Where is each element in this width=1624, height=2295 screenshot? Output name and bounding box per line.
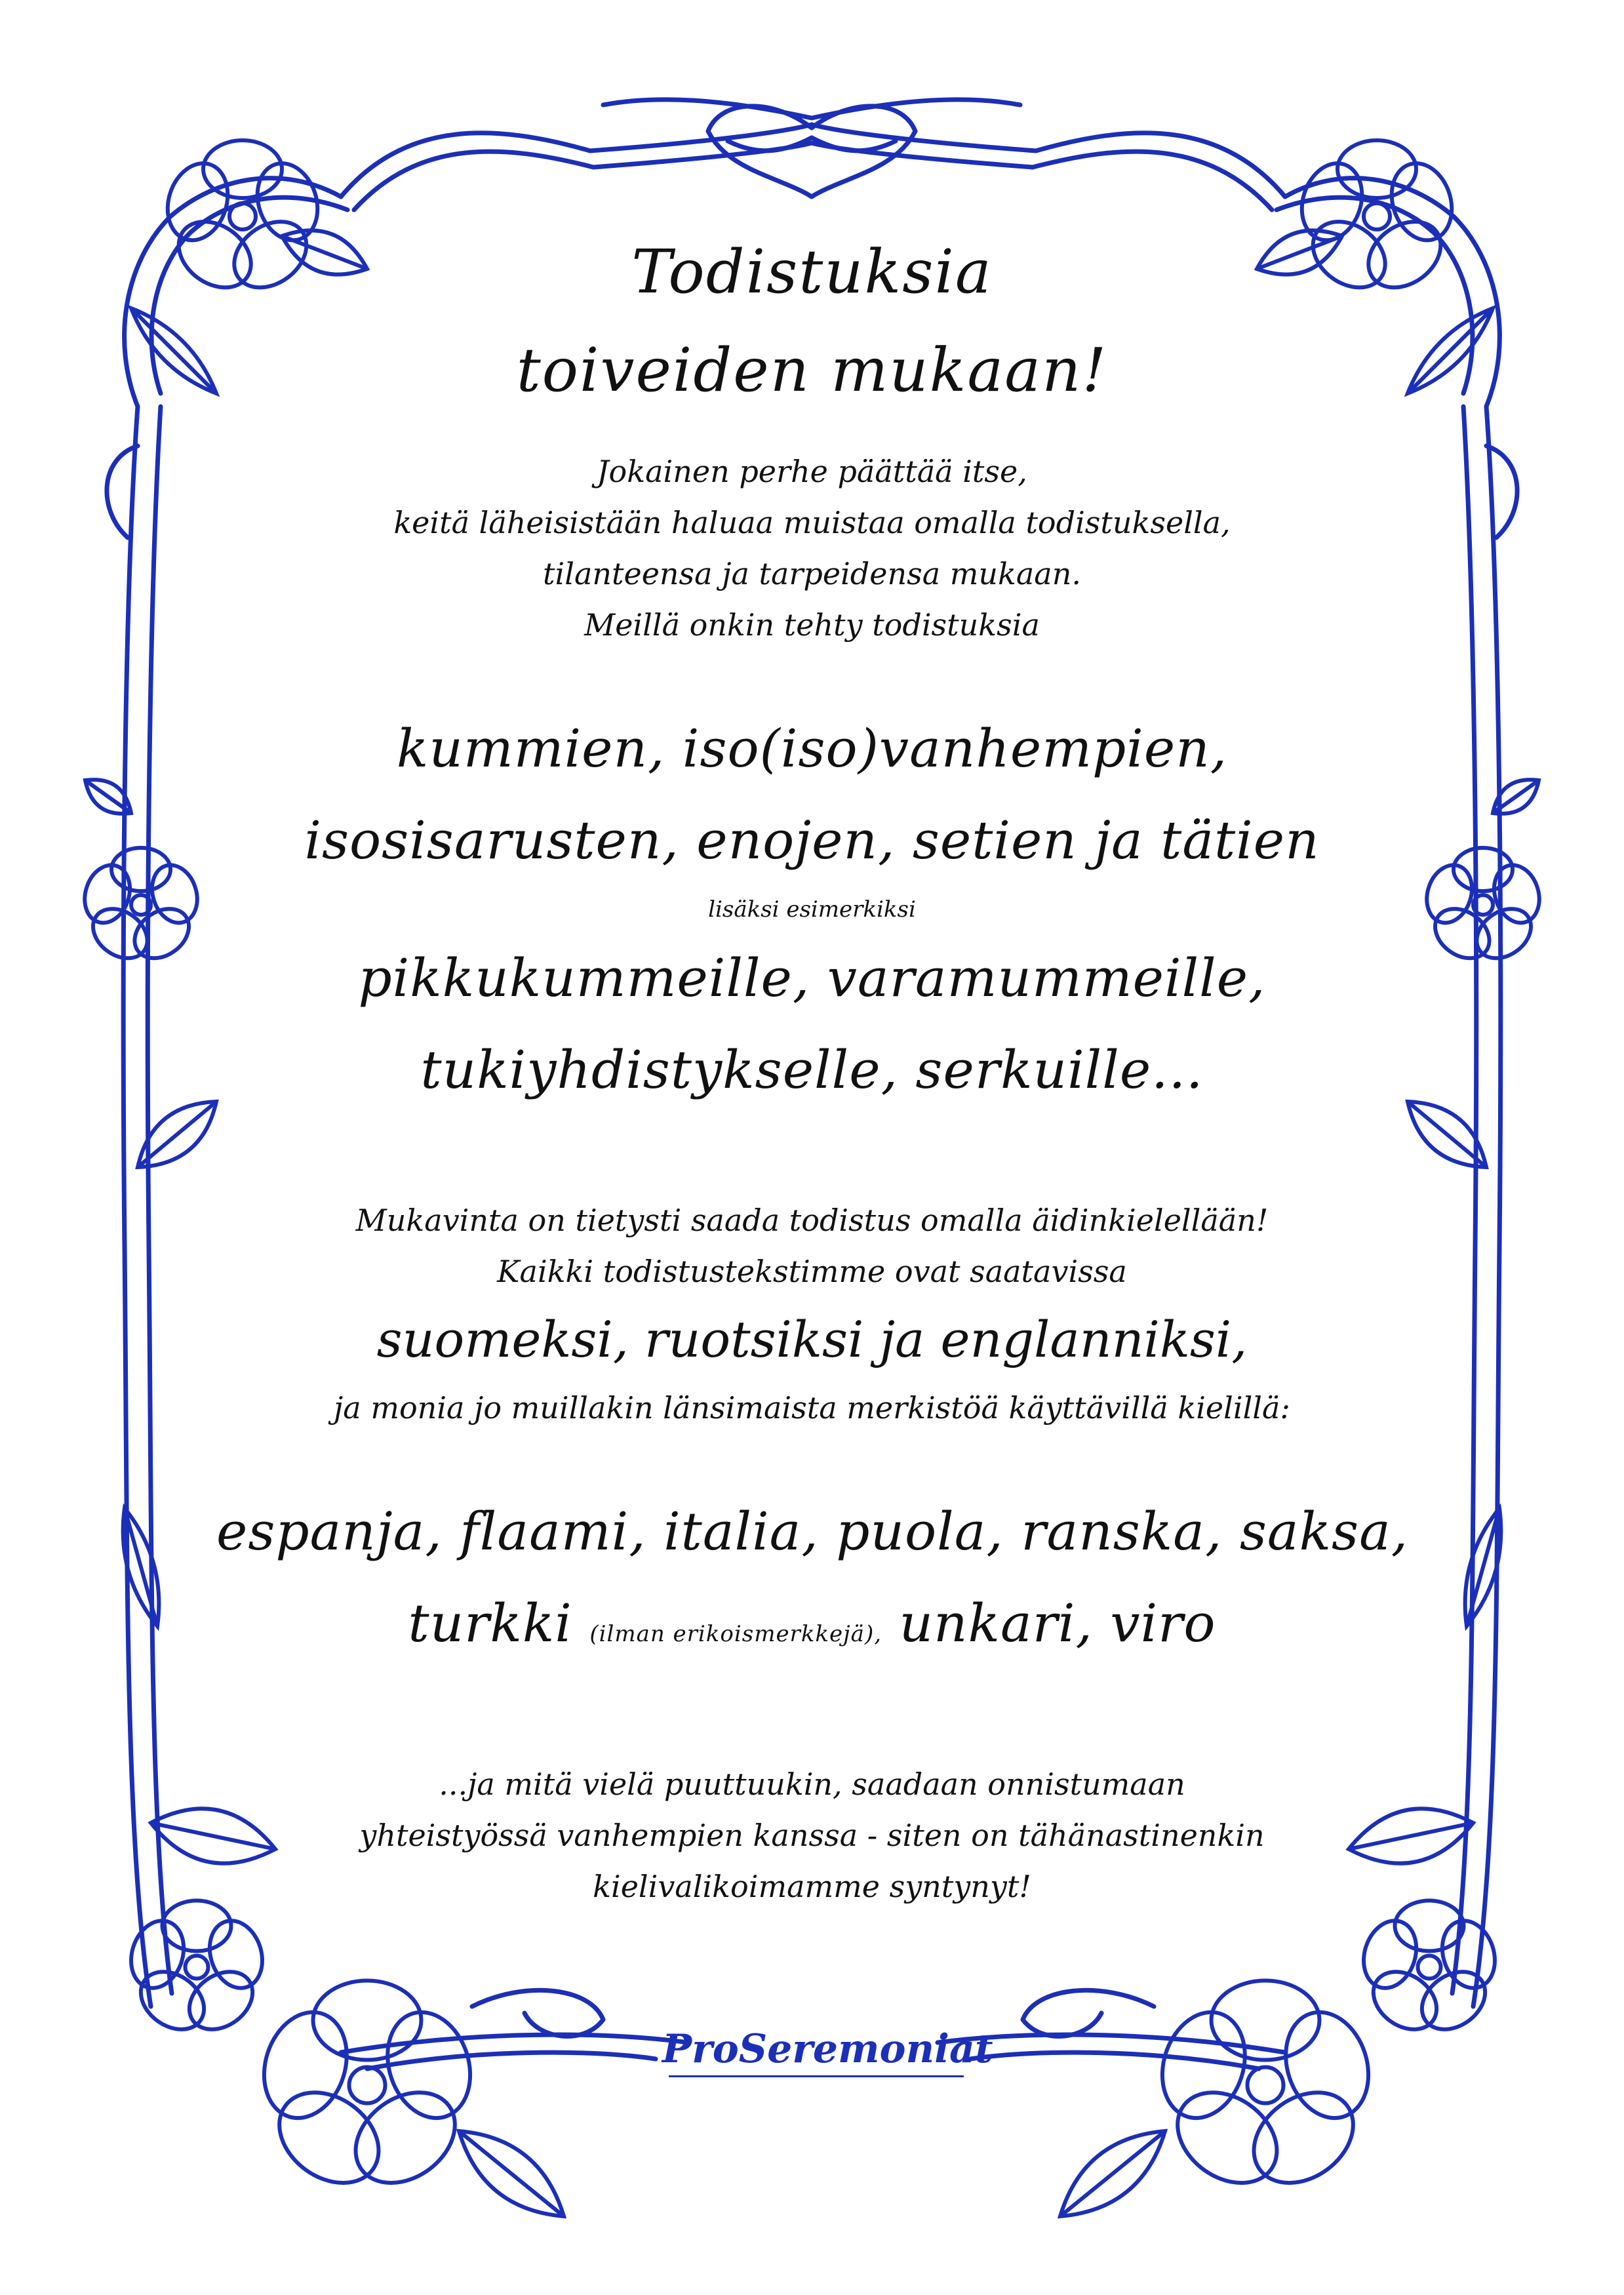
flower-bottom-right — [1149, 1981, 1381, 2202]
main-languages: suomeksi, ruotsiksi ja englanniksi, — [376, 1310, 1248, 1368]
recipients-line-1: kummien, iso(iso)vanhempien, — [396, 718, 1228, 779]
logo-text: ProSeremoniat — [662, 2026, 993, 2072]
intro-line-1: Jokainen perhe päättää itse, — [597, 454, 1027, 489]
leaf-bottom-right-2 — [1060, 2131, 1165, 2216]
language-unkari-viro: unkari, viro — [899, 1593, 1216, 1654]
other-languages-intro: ja monia jo muillakin länsimaista merkistöä käyttävillä kielillä: — [334, 1390, 1290, 1426]
document-body — [216, 223, 1408, 1912]
recipients-line-3: pikkukummeille, varamummeille, — [358, 948, 1266, 1008]
leaf-bottom-left-2 — [459, 2131, 564, 2216]
flower-bottom-left — [251, 1981, 483, 2202]
flower-right-mid — [1419, 848, 1546, 968]
recipients-line-2: isosisarusten, enojen, setien ja tätien — [304, 810, 1320, 871]
recipients-connector: lisäksi esimerkiksi — [708, 896, 916, 923]
closing-line-3: kielivalikoimamme syntynyt! — [593, 1869, 1031, 1904]
intro-line-3: tilanteensa ja tarpeidensa mukaan. — [543, 556, 1081, 591]
language-turkki: turkki — [408, 1593, 572, 1654]
leaf-top-right-2 — [1408, 308, 1493, 393]
logo-underline — [669, 2075, 964, 2077]
other-languages-line-2 — [216, 1578, 1408, 1680]
recipients-line-4: tukiyhdistykselle, serkuille... — [420, 1039, 1204, 1100]
closing-line-2: yhteistyössä vanhempien kanssa - siten on tähänastinenkin — [359, 1818, 1265, 1853]
other-languages-line-1: espanja, flaami, italia, puola, ranska, saksa, — [216, 1501, 1409, 1562]
languages-intro-line-2: Kaikki todistustekstimme ovat saatavissa — [497, 1254, 1127, 1289]
top-arch — [341, 125, 1285, 197]
turkki-note: (ilman erikoismerkkejä), — [589, 1621, 882, 1647]
leaf-top-left-2 — [131, 308, 216, 393]
closing-line-1: ...ja mitä vielä puuttuukin, saadaan onnistumaan — [439, 1766, 1185, 1802]
title-line-1: Todistuksia — [631, 237, 993, 307]
intro-line-2: keitä läheisistään haluaa muistaa omalla todistuksella, — [393, 505, 1231, 540]
title-line-2: toiveiden mukaan! — [516, 335, 1108, 405]
flower-left-mid — [77, 848, 204, 968]
languages-intro-line-1: Mukavinta on tietysti saada todistus omalla äidinkielellään! — [355, 1203, 1269, 1238]
proseremoniat-logo — [662, 2026, 993, 2079]
intro-line-4: Meillä onkin tehty todistuksia — [584, 607, 1040, 643]
